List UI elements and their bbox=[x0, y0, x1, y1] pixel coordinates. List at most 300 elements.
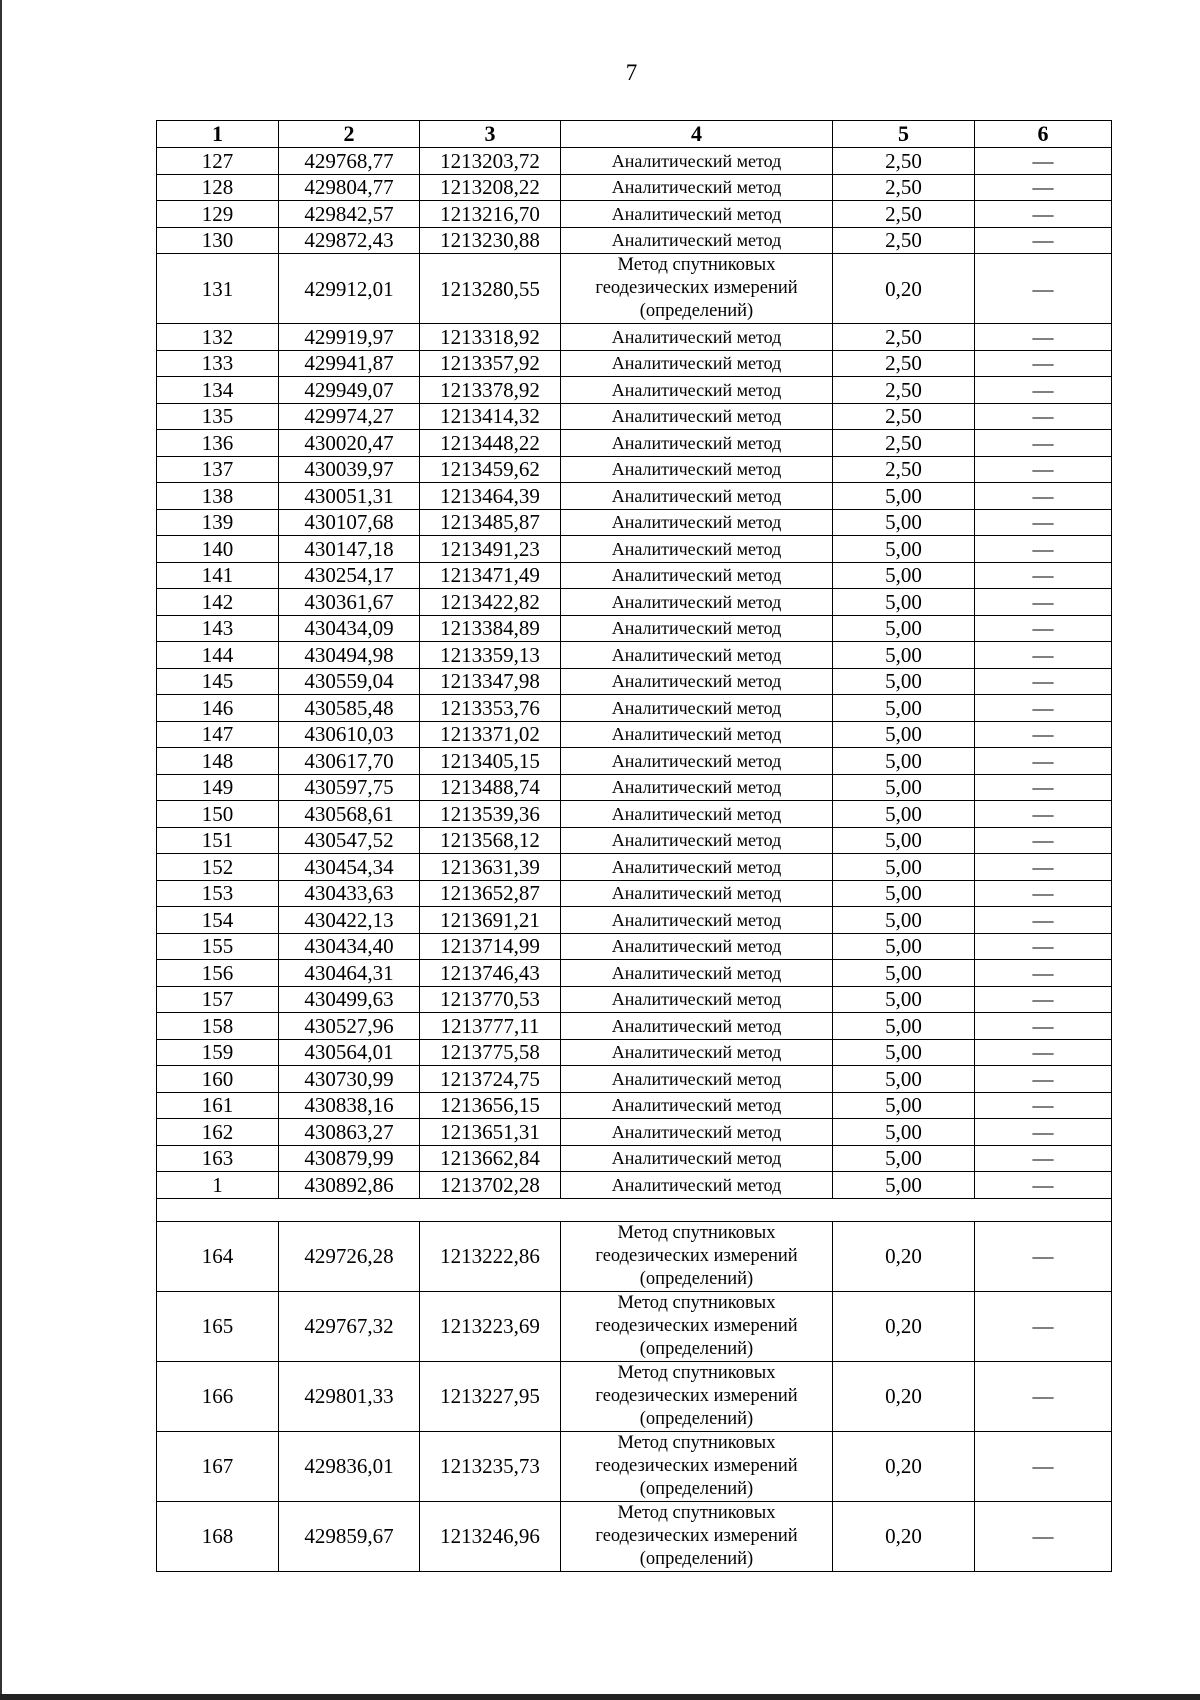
point-number-cell: 135 bbox=[157, 403, 279, 430]
point-number-cell: 148 bbox=[157, 748, 279, 775]
x-coordinate-cell: 430617,70 bbox=[279, 748, 420, 775]
x-coordinate-cell: 430564,01 bbox=[279, 1039, 420, 1066]
accuracy-cell: 5,00 bbox=[833, 748, 975, 775]
accuracy-cell: 2,50 bbox=[833, 430, 975, 457]
y-coordinate-cell: 1213384,89 bbox=[420, 615, 561, 642]
x-coordinate-cell: 429801,33 bbox=[279, 1361, 420, 1431]
accuracy-cell: 2,50 bbox=[833, 350, 975, 377]
point-number-cell: 155 bbox=[157, 933, 279, 960]
note-cell: — bbox=[975, 430, 1112, 457]
x-coordinate-cell: 430434,40 bbox=[279, 933, 420, 960]
point-number-cell: 161 bbox=[157, 1092, 279, 1119]
method-cell: Аналитический метод bbox=[561, 1092, 833, 1119]
table-row bbox=[157, 721, 1112, 748]
x-coordinate-cell: 430879,99 bbox=[279, 1145, 420, 1172]
accuracy-cell: 5,00 bbox=[833, 960, 975, 987]
y-coordinate-cell: 1213353,76 bbox=[420, 695, 561, 722]
note-cell: — bbox=[975, 1172, 1112, 1199]
note-cell: — bbox=[975, 456, 1112, 483]
table-row bbox=[157, 456, 1112, 483]
method-cell: Аналитический метод bbox=[561, 227, 833, 254]
y-coordinate-cell: 1213485,87 bbox=[420, 509, 561, 536]
y-coordinate-cell: 1213414,32 bbox=[420, 403, 561, 430]
point-number-cell: 132 bbox=[157, 324, 279, 351]
table-row bbox=[157, 1172, 1112, 1199]
method-cell: Аналитический метод bbox=[561, 642, 833, 669]
method-cell: Аналитический метод bbox=[561, 668, 833, 695]
point-number-cell: 138 bbox=[157, 483, 279, 510]
method-cell: Аналитический метод bbox=[561, 1172, 833, 1199]
y-coordinate-cell: 1213459,62 bbox=[420, 456, 561, 483]
scan-bottom-edge bbox=[0, 1694, 1200, 1700]
note-cell: — bbox=[975, 1501, 1112, 1571]
y-coordinate-cell: 1213652,87 bbox=[420, 880, 561, 907]
table-row bbox=[157, 1431, 1112, 1501]
x-coordinate-cell: 430433,63 bbox=[279, 880, 420, 907]
point-number-cell: 151 bbox=[157, 827, 279, 854]
note-cell: — bbox=[975, 1221, 1112, 1291]
accuracy-cell: 5,00 bbox=[833, 589, 975, 616]
y-coordinate-cell: 1213222,86 bbox=[420, 1221, 561, 1291]
y-coordinate-cell: 1213216,70 bbox=[420, 201, 561, 228]
x-coordinate-cell: 429919,97 bbox=[279, 324, 420, 351]
note-cell: — bbox=[975, 483, 1112, 510]
note-cell: — bbox=[975, 907, 1112, 934]
point-number-cell: 167 bbox=[157, 1431, 279, 1501]
table-row bbox=[157, 748, 1112, 775]
y-coordinate-cell: 1213568,12 bbox=[420, 827, 561, 854]
note-cell: — bbox=[975, 227, 1112, 254]
y-coordinate-cell: 1213203,72 bbox=[420, 148, 561, 175]
accuracy-cell: 5,00 bbox=[833, 1172, 975, 1199]
y-coordinate-cell: 1213227,95 bbox=[420, 1361, 561, 1431]
accuracy-cell: 2,50 bbox=[833, 403, 975, 430]
y-coordinate-cell: 1213347,98 bbox=[420, 668, 561, 695]
table-row bbox=[157, 986, 1112, 1013]
note-cell: — bbox=[975, 536, 1112, 563]
note-cell: — bbox=[975, 1013, 1112, 1040]
x-coordinate-cell: 430464,31 bbox=[279, 960, 420, 987]
note-cell: — bbox=[975, 509, 1112, 536]
y-coordinate-cell: 1213714,99 bbox=[420, 933, 561, 960]
x-coordinate-cell: 430499,63 bbox=[279, 986, 420, 1013]
point-number-cell: 163 bbox=[157, 1145, 279, 1172]
point-number-cell: 127 bbox=[157, 148, 279, 175]
table-row bbox=[157, 148, 1112, 175]
point-number-cell: 157 bbox=[157, 986, 279, 1013]
accuracy-cell: 2,50 bbox=[833, 201, 975, 228]
y-coordinate-cell: 1213378,92 bbox=[420, 377, 561, 404]
note-cell: — bbox=[975, 589, 1112, 616]
method-cell: Аналитический метод bbox=[561, 430, 833, 457]
accuracy-cell: 5,00 bbox=[833, 695, 975, 722]
x-coordinate-cell: 430610,03 bbox=[279, 721, 420, 748]
accuracy-cell: 2,50 bbox=[833, 456, 975, 483]
method-cell: Аналитический метод bbox=[561, 933, 833, 960]
x-coordinate-cell: 429974,27 bbox=[279, 403, 420, 430]
method-cell: Аналитический метод bbox=[561, 827, 833, 854]
method-cell: Аналитический метод bbox=[561, 509, 833, 536]
page-number: 7 bbox=[625, 60, 638, 85]
point-number-cell: 165 bbox=[157, 1291, 279, 1361]
y-coordinate-cell: 1213746,43 bbox=[420, 960, 561, 987]
accuracy-cell: 5,00 bbox=[833, 1092, 975, 1119]
note-cell: — bbox=[975, 377, 1112, 404]
method-cell: Аналитический метод bbox=[561, 960, 833, 987]
x-coordinate-cell: 430254,17 bbox=[279, 562, 420, 589]
note-cell: — bbox=[975, 748, 1112, 775]
note-cell: — bbox=[975, 854, 1112, 881]
point-number-cell: 141 bbox=[157, 562, 279, 589]
method-cell: Аналитический метод bbox=[561, 615, 833, 642]
accuracy-cell: 0,20 bbox=[833, 1361, 975, 1431]
x-coordinate-cell: 430527,96 bbox=[279, 1013, 420, 1040]
section-gap-cell bbox=[157, 1198, 1112, 1221]
point-number-cell: 154 bbox=[157, 907, 279, 934]
table-row bbox=[157, 1066, 1112, 1093]
note-cell: — bbox=[975, 254, 1112, 324]
point-number-cell: 156 bbox=[157, 960, 279, 987]
y-coordinate-cell: 1213223,69 bbox=[420, 1291, 561, 1361]
x-coordinate-cell: 430434,09 bbox=[279, 615, 420, 642]
y-coordinate-cell: 1213464,39 bbox=[420, 483, 561, 510]
x-coordinate-cell: 430568,61 bbox=[279, 801, 420, 828]
method-cell: Аналитический метод bbox=[561, 148, 833, 175]
point-number-cell: 1 bbox=[157, 1172, 279, 1199]
note-cell: — bbox=[975, 1092, 1112, 1119]
note-cell: — bbox=[975, 933, 1112, 960]
accuracy-cell: 5,00 bbox=[833, 933, 975, 960]
point-number-cell: 159 bbox=[157, 1039, 279, 1066]
table-row bbox=[157, 615, 1112, 642]
note-cell: — bbox=[975, 1145, 1112, 1172]
note-cell: — bbox=[975, 642, 1112, 669]
accuracy-cell: 2,50 bbox=[833, 227, 975, 254]
point-number-cell: 149 bbox=[157, 774, 279, 801]
table-row bbox=[157, 227, 1112, 254]
x-coordinate-cell: 429767,32 bbox=[279, 1291, 420, 1361]
x-coordinate-cell: 430454,34 bbox=[279, 854, 420, 881]
y-coordinate-cell: 1213775,58 bbox=[420, 1039, 561, 1066]
note-cell: — bbox=[975, 1039, 1112, 1066]
note-cell: — bbox=[975, 324, 1112, 351]
accuracy-cell: 0,20 bbox=[833, 1431, 975, 1501]
y-coordinate-cell: 1213539,36 bbox=[420, 801, 561, 828]
x-coordinate-cell: 429836,01 bbox=[279, 1431, 420, 1501]
method-cell: Аналитический метод bbox=[561, 536, 833, 563]
table-row bbox=[157, 1119, 1112, 1146]
table-row bbox=[157, 1291, 1112, 1361]
method-cell: Аналитический метод bbox=[561, 377, 833, 404]
section-gap-row bbox=[157, 1198, 1112, 1221]
table-row bbox=[157, 1039, 1112, 1066]
accuracy-cell: 5,00 bbox=[833, 854, 975, 881]
y-coordinate-cell: 1213371,02 bbox=[420, 721, 561, 748]
accuracy-cell: 5,00 bbox=[833, 774, 975, 801]
method-cell: Аналитический метод bbox=[561, 589, 833, 616]
method-cell: Аналитический метод bbox=[561, 324, 833, 351]
note-cell: — bbox=[975, 801, 1112, 828]
y-coordinate-cell: 1213359,13 bbox=[420, 642, 561, 669]
accuracy-cell: 2,50 bbox=[833, 324, 975, 351]
note-cell: — bbox=[975, 1361, 1112, 1431]
x-coordinate-cell: 430585,48 bbox=[279, 695, 420, 722]
x-coordinate-cell: 430559,04 bbox=[279, 668, 420, 695]
accuracy-cell: 5,00 bbox=[833, 1039, 975, 1066]
table-row bbox=[157, 562, 1112, 589]
point-number-cell: 160 bbox=[157, 1066, 279, 1093]
table-row bbox=[157, 695, 1112, 722]
table-row bbox=[157, 1361, 1112, 1431]
table-row bbox=[157, 430, 1112, 457]
note-cell: — bbox=[975, 350, 1112, 377]
table-row bbox=[157, 350, 1112, 377]
method-cell: Аналитический метод bbox=[561, 483, 833, 510]
accuracy-cell: 0,20 bbox=[833, 1501, 975, 1571]
point-number-cell: 147 bbox=[157, 721, 279, 748]
accuracy-cell: 2,50 bbox=[833, 377, 975, 404]
y-coordinate-cell: 1213405,15 bbox=[420, 748, 561, 775]
accuracy-cell: 5,00 bbox=[833, 986, 975, 1013]
method-cell: Аналитический метод bbox=[561, 880, 833, 907]
x-coordinate-cell: 430361,67 bbox=[279, 589, 420, 616]
note-cell: — bbox=[975, 827, 1112, 854]
method-cell: Метод спутниковых геодезических измерений (определений) bbox=[561, 1431, 833, 1501]
x-coordinate-cell: 430147,18 bbox=[279, 536, 420, 563]
table-row bbox=[157, 960, 1112, 987]
point-number-cell: 143 bbox=[157, 615, 279, 642]
x-coordinate-cell: 429949,07 bbox=[279, 377, 420, 404]
table-row bbox=[157, 668, 1112, 695]
note-cell: — bbox=[975, 774, 1112, 801]
y-coordinate-cell: 1213662,84 bbox=[420, 1145, 561, 1172]
x-coordinate-cell: 430422,13 bbox=[279, 907, 420, 934]
header-cell: 3 bbox=[420, 121, 561, 148]
method-cell: Аналитический метод bbox=[561, 748, 833, 775]
point-number-cell: 140 bbox=[157, 536, 279, 563]
accuracy-cell: 5,00 bbox=[833, 562, 975, 589]
method-cell: Аналитический метод bbox=[561, 907, 833, 934]
point-number-cell: 146 bbox=[157, 695, 279, 722]
note-cell: — bbox=[975, 986, 1112, 1013]
note-cell: — bbox=[975, 1431, 1112, 1501]
y-coordinate-cell: 1213471,49 bbox=[420, 562, 561, 589]
method-cell: Аналитический метод bbox=[561, 1119, 833, 1146]
x-coordinate-cell: 430107,68 bbox=[279, 509, 420, 536]
table-row bbox=[157, 1221, 1112, 1291]
point-number-cell: 145 bbox=[157, 668, 279, 695]
scan-left-edge bbox=[0, 0, 2, 1700]
header-cell: 2 bbox=[279, 121, 420, 148]
note-cell: — bbox=[975, 615, 1112, 642]
point-number-cell: 152 bbox=[157, 854, 279, 881]
point-number-cell: 144 bbox=[157, 642, 279, 669]
point-number-cell: 153 bbox=[157, 880, 279, 907]
note-cell: — bbox=[975, 562, 1112, 589]
table-row bbox=[157, 1145, 1112, 1172]
method-cell: Метод спутниковых геодезических измерений (определений) bbox=[561, 254, 833, 324]
x-coordinate-cell: 429912,01 bbox=[279, 254, 420, 324]
note-cell: — bbox=[975, 960, 1112, 987]
point-number-cell: 142 bbox=[157, 589, 279, 616]
header-cell: 6 bbox=[975, 121, 1112, 148]
y-coordinate-cell: 1213631,39 bbox=[420, 854, 561, 881]
accuracy-cell: 5,00 bbox=[833, 1066, 975, 1093]
method-cell: Аналитический метод bbox=[561, 456, 833, 483]
header-cell: 1 bbox=[157, 121, 279, 148]
table-row bbox=[157, 483, 1112, 510]
header-cell: 4 bbox=[561, 121, 833, 148]
x-coordinate-cell: 430051,31 bbox=[279, 483, 420, 510]
y-coordinate-cell: 1213702,28 bbox=[420, 1172, 561, 1199]
table-row bbox=[157, 1092, 1112, 1119]
accuracy-cell: 5,00 bbox=[833, 880, 975, 907]
accuracy-cell: 5,00 bbox=[833, 642, 975, 669]
table-row bbox=[157, 174, 1112, 201]
method-cell: Аналитический метод bbox=[561, 350, 833, 377]
method-cell: Аналитический метод bbox=[561, 562, 833, 589]
header-cell: 5 bbox=[833, 121, 975, 148]
accuracy-cell: 5,00 bbox=[833, 801, 975, 828]
accuracy-cell: 5,00 bbox=[833, 1145, 975, 1172]
method-cell: Аналитический метод bbox=[561, 201, 833, 228]
method-cell: Аналитический метод bbox=[561, 1145, 833, 1172]
accuracy-cell: 5,00 bbox=[833, 483, 975, 510]
note-cell: — bbox=[975, 1291, 1112, 1361]
y-coordinate-cell: 1213491,23 bbox=[420, 536, 561, 563]
note-cell: — bbox=[975, 668, 1112, 695]
accuracy-cell: 5,00 bbox=[833, 1119, 975, 1146]
x-coordinate-cell: 430597,75 bbox=[279, 774, 420, 801]
note-cell: — bbox=[975, 201, 1112, 228]
y-coordinate-cell: 1213724,75 bbox=[420, 1066, 561, 1093]
accuracy-cell: 5,00 bbox=[833, 907, 975, 934]
method-cell: Аналитический метод bbox=[561, 986, 833, 1013]
x-coordinate-cell: 430730,99 bbox=[279, 1066, 420, 1093]
table-row bbox=[157, 642, 1112, 669]
accuracy-cell: 5,00 bbox=[833, 536, 975, 563]
y-coordinate-cell: 1213448,22 bbox=[420, 430, 561, 457]
note-cell: — bbox=[975, 721, 1112, 748]
point-number-cell: 130 bbox=[157, 227, 279, 254]
table-row bbox=[157, 509, 1112, 536]
x-coordinate-cell: 430494,98 bbox=[279, 642, 420, 669]
point-number-cell: 150 bbox=[157, 801, 279, 828]
y-coordinate-cell: 1213691,21 bbox=[420, 907, 561, 934]
table-row bbox=[157, 1501, 1112, 1571]
note-cell: — bbox=[975, 403, 1112, 430]
accuracy-cell: 5,00 bbox=[833, 668, 975, 695]
y-coordinate-cell: 1213488,74 bbox=[420, 774, 561, 801]
y-coordinate-cell: 1213651,31 bbox=[420, 1119, 561, 1146]
y-coordinate-cell: 1213656,15 bbox=[420, 1092, 561, 1119]
method-cell: Аналитический метод bbox=[561, 774, 833, 801]
point-number-cell: 139 bbox=[157, 509, 279, 536]
method-cell: Метод спутниковых геодезических измерений (определений) bbox=[561, 1221, 833, 1291]
point-number-cell: 166 bbox=[157, 1361, 279, 1431]
accuracy-cell: 2,50 bbox=[833, 148, 975, 175]
table-row bbox=[157, 801, 1112, 828]
table-row bbox=[157, 589, 1112, 616]
coordinates-table bbox=[156, 120, 1112, 1572]
x-coordinate-cell: 430039,97 bbox=[279, 456, 420, 483]
method-cell: Аналитический метод bbox=[561, 1066, 833, 1093]
accuracy-cell: 5,00 bbox=[833, 509, 975, 536]
table-row bbox=[157, 536, 1112, 563]
table-body bbox=[157, 148, 1112, 1572]
table-row bbox=[157, 907, 1112, 934]
note-cell: — bbox=[975, 174, 1112, 201]
method-cell: Аналитический метод bbox=[561, 721, 833, 748]
note-cell: — bbox=[975, 695, 1112, 722]
accuracy-cell: 5,00 bbox=[833, 1013, 975, 1040]
x-coordinate-cell: 430547,52 bbox=[279, 827, 420, 854]
x-coordinate-cell: 429726,28 bbox=[279, 1221, 420, 1291]
y-coordinate-cell: 1213230,88 bbox=[420, 227, 561, 254]
y-coordinate-cell: 1213246,96 bbox=[420, 1501, 561, 1571]
y-coordinate-cell: 1213770,53 bbox=[420, 986, 561, 1013]
accuracy-cell: 0,20 bbox=[833, 1291, 975, 1361]
table-row bbox=[157, 377, 1112, 404]
y-coordinate-cell: 1213357,92 bbox=[420, 350, 561, 377]
x-coordinate-cell: 429768,77 bbox=[279, 148, 420, 175]
table-row bbox=[157, 933, 1112, 960]
point-number-cell: 164 bbox=[157, 1221, 279, 1291]
point-number-cell: 168 bbox=[157, 1501, 279, 1571]
method-cell: Аналитический метод bbox=[561, 854, 833, 881]
method-cell: Метод спутниковых геодезических измерений (определений) bbox=[561, 1291, 833, 1361]
accuracy-cell: 0,20 bbox=[833, 1221, 975, 1291]
table-row bbox=[157, 827, 1112, 854]
note-cell: — bbox=[975, 1119, 1112, 1146]
x-coordinate-cell: 430020,47 bbox=[279, 430, 420, 457]
method-cell: Аналитический метод bbox=[561, 1013, 833, 1040]
note-cell: — bbox=[975, 148, 1112, 175]
table-row bbox=[157, 774, 1112, 801]
accuracy-cell: 5,00 bbox=[833, 615, 975, 642]
y-coordinate-cell: 1213208,22 bbox=[420, 174, 561, 201]
x-coordinate-cell: 429941,87 bbox=[279, 350, 420, 377]
table-row bbox=[157, 403, 1112, 430]
y-coordinate-cell: 1213422,82 bbox=[420, 589, 561, 616]
accuracy-cell: 5,00 bbox=[833, 827, 975, 854]
method-cell: Аналитический метод bbox=[561, 695, 833, 722]
method-cell: Метод спутниковых геодезических измерений (определений) bbox=[561, 1501, 833, 1571]
table-row bbox=[157, 880, 1112, 907]
note-cell: — bbox=[975, 880, 1112, 907]
x-coordinate-cell: 430863,27 bbox=[279, 1119, 420, 1146]
y-coordinate-cell: 1213235,73 bbox=[420, 1431, 561, 1501]
y-coordinate-cell: 1213318,92 bbox=[420, 324, 561, 351]
accuracy-cell: 0,20 bbox=[833, 254, 975, 324]
x-coordinate-cell: 429859,67 bbox=[279, 1501, 420, 1571]
method-cell: Метод спутниковых геодезических измерений (определений) bbox=[561, 1361, 833, 1431]
method-cell: Аналитический метод bbox=[561, 801, 833, 828]
x-coordinate-cell: 429804,77 bbox=[279, 174, 420, 201]
point-number-cell: 131 bbox=[157, 254, 279, 324]
point-number-cell: 158 bbox=[157, 1013, 279, 1040]
x-coordinate-cell: 429872,43 bbox=[279, 227, 420, 254]
y-coordinate-cell: 1213280,55 bbox=[420, 254, 561, 324]
point-number-cell: 134 bbox=[157, 377, 279, 404]
note-cell: — bbox=[975, 1066, 1112, 1093]
header-row bbox=[157, 121, 1112, 148]
accuracy-cell: 5,00 bbox=[833, 721, 975, 748]
point-number-cell: 128 bbox=[157, 174, 279, 201]
table-row bbox=[157, 1013, 1112, 1040]
x-coordinate-cell: 429842,57 bbox=[279, 201, 420, 228]
table-row bbox=[157, 201, 1112, 228]
